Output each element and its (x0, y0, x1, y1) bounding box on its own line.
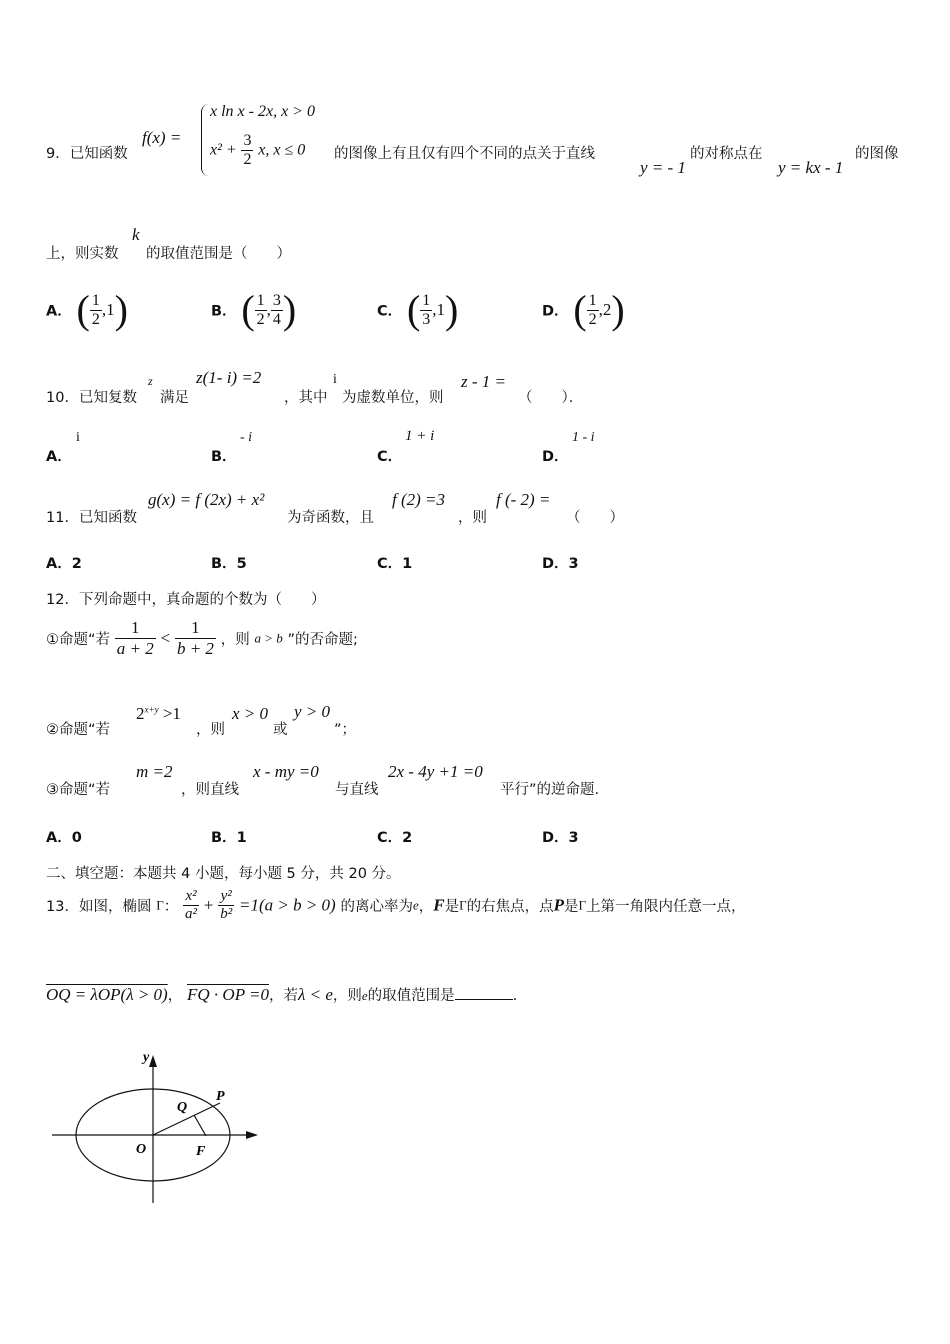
q13-line-2: OQ = λOP(λ > 0)， FQ · OP =0，若λ < e，则e的取值范围是 . (46, 985, 518, 1004)
q9-line2-tail: 的取值范围是（ ） (146, 246, 291, 262)
q13-line-1: 13．如图，椭圆 Γ： $\frac{\text{x²}}{\text{a²}}$ + $\frac{\text{y²}}{\text{b²}}$ =1(a > b > 0) 的离心率为e，F是Γ的右焦点，点P是Γ上第一角限内任意一点， (46, 888, 746, 922)
q11-fm2: f (- 2) = (496, 490, 551, 509)
q12-p3-mid1: ，则直线 (181, 782, 239, 798)
q11-f2: f (2) =3 (392, 490, 446, 509)
section-title: 二、填空题：本题共 4 小题，每小题 5 分，共 20 分。 (46, 866, 401, 882)
q11-tail: （ ） (566, 510, 624, 526)
q10-text-mid1: 满足 (160, 390, 189, 406)
q10-number: 10．已知复数 (46, 390, 137, 406)
q12-p3-tail: 平行”的逆命题. (500, 782, 600, 798)
q11-text-mid2: ，则 (458, 510, 487, 526)
q9-option-d[interactable]: D． ( $\frac{1}{2}$ ,2) (542, 287, 625, 332)
q12-option-d[interactable]: D．3 (542, 830, 579, 846)
point-Q-label: Q (177, 1100, 188, 1115)
q9-text-mid2: 的对称点在 (690, 146, 763, 162)
q10-option-a-value: i (76, 430, 80, 445)
q10-option-b-value: - i (240, 430, 253, 445)
q11-g: g(x) = f (2x) + x² (148, 490, 265, 509)
q10-z: z (148, 374, 153, 388)
point-P-label: P (216, 1089, 225, 1104)
q13-answer-blank[interactable] (455, 987, 513, 1000)
q9-text-mid1: 的图像上有且仅有四个不同的点关于直线 (334, 146, 595, 162)
point-F-label: F (196, 1144, 206, 1159)
q10-option-c-value: 1 + i (405, 428, 435, 444)
q12-p2-tail: ”； (334, 722, 357, 738)
y-axis-arrow (149, 1055, 157, 1067)
origin-O-label: O (136, 1142, 147, 1157)
q9-text-tail: 的图像 (855, 146, 899, 162)
q12-stem: 12．下列命题中，真命题的个数为（ ） (46, 592, 326, 608)
q9-function-name: f(x) = (142, 128, 182, 147)
q12-p3-line1: x - my =0 (253, 762, 319, 781)
q10-text-mid2: ，其中 (284, 390, 328, 406)
q9-line-1: y = - 1 (640, 158, 686, 177)
q12-p2-mid: ，则 (196, 722, 225, 738)
q10-option-a[interactable]: A． (46, 449, 72, 465)
q11-number: 11．已知函数 (46, 510, 137, 526)
q12-option-a[interactable]: A．0 (46, 830, 82, 846)
q9-brace (201, 104, 210, 176)
q9-option-a[interactable]: A． ( $\frac{1}{2}$ ,1) (46, 287, 128, 332)
ellipse-figure (50, 1045, 270, 1210)
q10-option-d-value: 1 - i (572, 430, 595, 445)
q12-p2-or: 或 (273, 722, 288, 738)
q12-p2-x: x > 0 (232, 704, 269, 723)
q10-equation: z(1- i) =2 (196, 368, 262, 387)
q9-case-1: x ln x - 2x, x > 0 (210, 103, 315, 120)
y-axis-label: y (143, 1050, 150, 1065)
q10-text-mid3: 为虚数单位，则 (342, 390, 444, 406)
q12-p3-m: m =2 (136, 762, 173, 781)
q10-i: i (333, 372, 337, 387)
q10-expression: z - 1 = (461, 372, 506, 391)
x-axis-arrow (246, 1131, 258, 1139)
q9-option-c[interactable]: C． ( $\frac{1}{3}$ ,1) (377, 287, 459, 332)
q9-option-b[interactable]: B． ( $\frac{1}{2}$ , $\frac{3}{4}$ ) (211, 287, 297, 332)
q12-p3-mid2: 与直线 (335, 782, 379, 798)
q12-p3-pre: ③命题“若 (46, 782, 111, 798)
q11-option-a[interactable]: A．2 (46, 556, 82, 572)
segment-FQ (194, 1115, 206, 1136)
q9-line2-text: 上，则实数 (46, 246, 119, 262)
q12-p2-power: $2^{x+y} >1$ (136, 704, 181, 723)
q10-option-b[interactable]: B． (211, 449, 237, 465)
q11-option-d[interactable]: D．3 (542, 556, 579, 572)
q9-line-2: y = kx - 1 (778, 158, 844, 177)
q11-option-c[interactable]: C．1 (377, 556, 413, 572)
q12-p3-line2: 2x - 4y +1 =0 (388, 762, 483, 781)
q9-case-2: x² + $\frac{3}{2}$ x, x ≤ 0 (210, 132, 306, 168)
q12-p2-y: y > 0 (294, 702, 331, 721)
q12-option-b[interactable]: B．1 (211, 830, 247, 846)
q9-number: 9．已知函数 (46, 146, 128, 162)
q9-k: k (132, 225, 140, 244)
q10-option-d[interactable]: D． (542, 449, 569, 465)
q11-text-mid1: 为奇函数，且 (287, 510, 374, 526)
q12-proposition-1: ①命题“若 $\frac{1}{a + 2}$ < $\frac{1}{b + 2}$ ，则 a > b ”的否命题; (46, 618, 358, 658)
q10-option-c[interactable]: C． (377, 449, 403, 465)
q12-option-c[interactable]: C．2 (377, 830, 413, 846)
q11-option-b[interactable]: B．5 (211, 556, 247, 572)
q10-tail: （ ）． (518, 390, 584, 406)
q12-p2-pre: ②命题“若 (46, 722, 111, 738)
